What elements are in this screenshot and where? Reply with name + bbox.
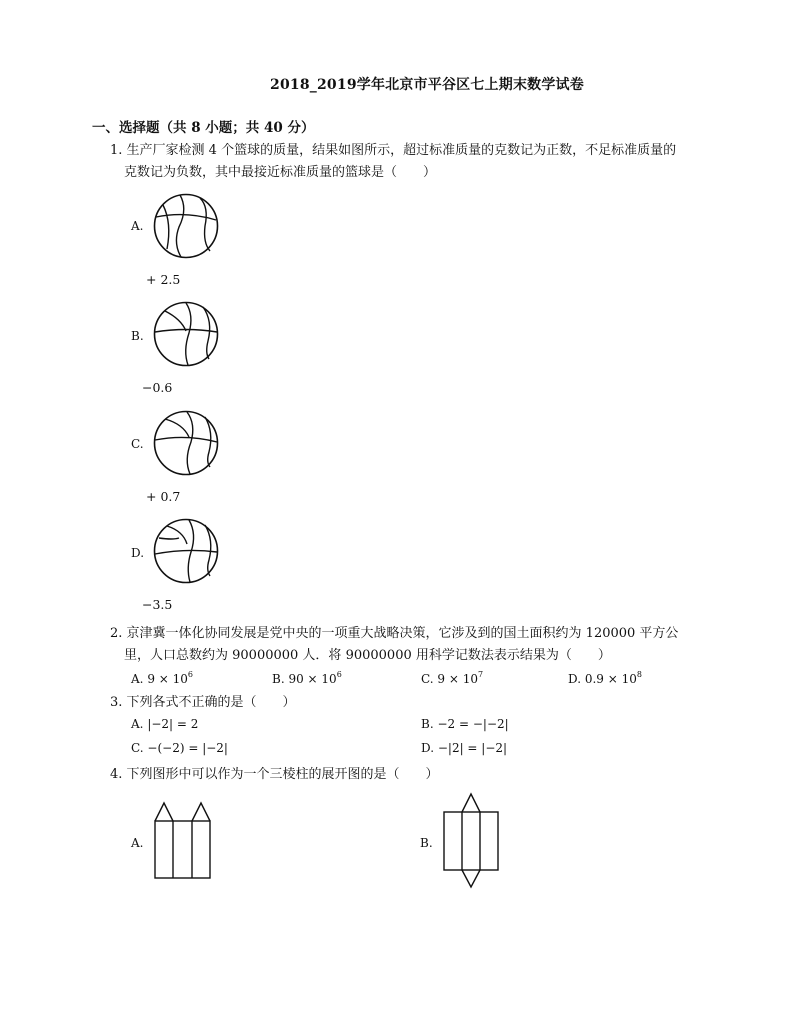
q3-option-b-text: −2 = −|−2|: [437, 717, 509, 731]
q2-option-d[interactable]: [568, 670, 642, 686]
q3-option-a[interactable]: [131, 717, 198, 731]
q2-option-a-label: A.: [131, 672, 144, 686]
q3-option-d-text: −|2| = |−2|: [437, 741, 508, 755]
q4-option-a-label[interactable]: A.: [131, 836, 144, 850]
q3-option-d[interactable]: [421, 741, 507, 755]
q3-option-b[interactable]: [421, 717, 509, 731]
q3-option-d-label: D.: [421, 741, 435, 755]
q2-option-c[interactable]: [421, 670, 483, 686]
q3-option-c[interactable]: [131, 741, 228, 755]
q3-option-b-label: B.: [421, 717, 434, 731]
q2-option-c-label: C.: [421, 672, 434, 686]
basketball-icon: [153, 193, 219, 259]
q2-option-b-base: 90 × 10: [288, 672, 337, 686]
page-title: 2018_2019学年北京市平谷区七上期末数学试卷: [270, 77, 584, 93]
q1-option-a-value: + 2.5: [146, 272, 181, 287]
q1-option-c-label[interactable]: C.: [131, 437, 144, 451]
question-2-line-2: 里，人口总数约为 90000000 人．将 90000000 用科学记数法表示结果为（ ）: [124, 648, 611, 663]
q1-option-a-label[interactable]: A.: [131, 219, 144, 233]
basketball-icon: [153, 518, 219, 584]
q3-option-c-text: −(−2) = |−2|: [147, 741, 228, 755]
question-1-line-1: 1. 生产厂家检测 4 个篮球的质量，结果如图所示，超过标准质量的克数记为正数，不足标准质量的: [110, 143, 677, 158]
q2-option-c-exp: 7: [478, 670, 484, 679]
q1-option-d-label[interactable]: D.: [131, 546, 145, 560]
q2-option-b[interactable]: [272, 670, 342, 686]
q1-option-d-value: −3.5: [142, 597, 173, 612]
q1-option-c-value: + 0.7: [146, 489, 181, 504]
q2-option-a[interactable]: [131, 670, 193, 686]
prism-net-a-icon: [154, 802, 212, 880]
q1-option-b-label[interactable]: B.: [131, 329, 144, 343]
q2-option-d-base: 0.9 × 10: [584, 672, 637, 686]
q4-option-b-label[interactable]: B.: [420, 836, 433, 850]
question-2-line-1: 2. 京津冀一体化协同发展是党中央的一项重大战略决策，它涉及到的国土面积约为 120000 平方公: [110, 626, 679, 641]
basketball-icon: [153, 301, 219, 367]
question-1-line-2: 克数记为负数，其中最接近标准质量的篮球是（ ）: [124, 165, 437, 180]
q2-option-d-exp: 8: [636, 670, 642, 679]
q2-option-d-label: D.: [568, 672, 582, 686]
q2-option-a-exp: 6: [187, 670, 193, 679]
q2-option-c-base: 9 × 10: [437, 672, 478, 686]
q1-option-b-value: −0.6: [142, 380, 173, 395]
basketball-icon: [153, 410, 219, 476]
prism-net-b-icon: [443, 793, 501, 889]
question-4-stem: 4. 下列图形中可以作为一个三棱柱的展开图的是（ ）: [110, 767, 439, 782]
question-3-stem: 3. 下列各式不正确的是（ ）: [110, 695, 296, 710]
section-heading: 一、选择题（共 8 小题；共 40 分）: [92, 120, 315, 136]
q2-option-b-label: B.: [272, 672, 285, 686]
q2-option-b-exp: 6: [336, 670, 342, 679]
q2-option-a-base: 9 × 10: [147, 672, 188, 686]
q3-option-a-text: |−2| = 2: [147, 717, 199, 731]
q3-option-c-label: C.: [131, 741, 144, 755]
q3-option-a-label: A.: [131, 717, 144, 731]
